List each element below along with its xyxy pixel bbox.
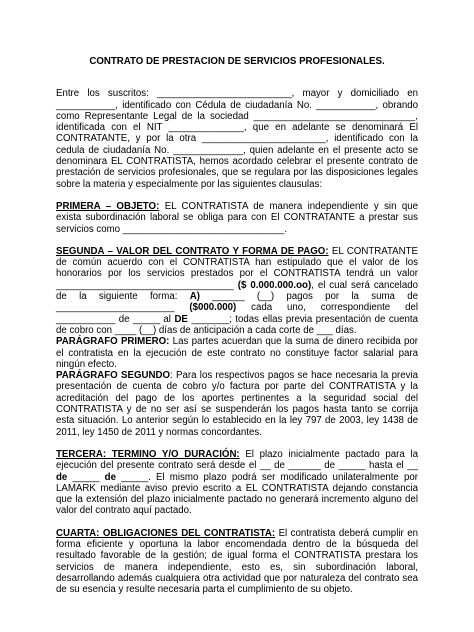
paragrafo-segundo-text: : Para los respectivos pagos se hace necesaria la previa presentación de cuenta de cobro y/o factura por parte del CONTRATISTA y la acreditación del pago de los aportes pertinentes a la seguridad social del CONTRATISTA y de no ser así se suspenderán los pagos hasta tanto se corrija esta situación. Lo anterior según lo establecido en la ley 797 de 2003, ley 1438 de 2011, ley 1450 de 2011 y normas concordantes. bbox=[56, 370, 418, 438]
clause-tercera-heading: TERCERA: TERMINO Y/O DURACIÓN: bbox=[56, 448, 240, 460]
clause-cuarta-heading: CUARTA: OBLIGACIONES DEL CONTRATISTA: bbox=[56, 527, 276, 539]
clause-tercera-text-c: _____. El mismo plazo podrá ser modificado unilateralmente por LAMARK mediante aviso previo escrito a EL CONTRATISTA dejando constancia que la extensión del plazo inicialmente pactado no generará incremento alguno del valor del contrato aquí pactado. bbox=[56, 471, 418, 517]
clause-segunda bbox=[56, 246, 418, 336]
clause-primera bbox=[56, 201, 418, 235]
de-label-1: de bbox=[56, 471, 68, 483]
clause-segunda-text-c: ______ (__) pagos por la suma de ______________________ bbox=[56, 291, 418, 314]
contract-amount: ($ 0.000.000.oo) bbox=[237, 279, 312, 291]
intro-paragraph: Entre los suscritos: _________________________, mayor y domiciliado en ___________, identificado con Cédula de ciudadanía No. ___________, obrando como Representante Legal de la sociedad ______________________________, identificada con el NIT ______________, que en adelante se denominará El CONTRATANTE, y por la otra _______________________, identificado con la cedula de ciudadanía No. _____________, quien adelante en el presente acto se denominara EL CONTRATISTA, hemos acordado celebrar el presente contrato de prestación de servicios profesionales, que se regulara por las disposiciones legales sobre la materia y especialmente por las siguientes clausulas: bbox=[56, 88, 418, 190]
paragrafo-segundo-heading: PARÁGRAFO SEGUNDO bbox=[56, 370, 171, 382]
clause-tercera bbox=[56, 449, 418, 517]
de-label-2: de bbox=[104, 471, 116, 483]
installment-amount: ($000.000) bbox=[189, 302, 237, 314]
paragrafo-primero-heading: PARÁGRAFO PRIMERO: bbox=[56, 336, 170, 348]
clause-segunda-text-d: cada uno, correspondiente del ___________ de _____ al bbox=[56, 302, 418, 325]
clause-tercera-text-b: _____ bbox=[67, 471, 105, 483]
clause-segunda-text-a: EL CONTRATANTE de común acuerdo con el CONTRATISTA han estipulado que el valor de los honorarios por los servicios prestados por el CONTRATISTA tendrá un valor _________________________________ bbox=[56, 245, 419, 291]
clause-tercera-text-a: El plazo inicialmente pactado para la ejecución del presente contrato será desde el __ de ______ de _____ hasta el __ bbox=[56, 448, 419, 472]
clause-primera-text: EL CONTRATISTA de manera independiente y sin que exista subordinación laboral se obliga para con El CONTRATANTE a prestar sus servicios como ______________________________. bbox=[56, 200, 418, 235]
paragrafo-primero bbox=[56, 336, 418, 370]
clause-primera-heading: PRIMERA – OBJETO: bbox=[56, 200, 160, 212]
document-title: CONTRATO DE PRESTACION DE SERVICIOS PROFESIONALES. bbox=[89, 56, 385, 67]
option-a-label: A) bbox=[189, 291, 200, 303]
paragrafo-segundo bbox=[56, 370, 418, 438]
clause-segunda-text-b: , el cual será cancelado de la siguiente forma: bbox=[56, 279, 418, 303]
clause-segunda-text-e: _______; todas ellas previa presentación de cuenta de cobro con ____ (__) días de anticipación a cada corte de ___ días. bbox=[56, 313, 418, 336]
clause-segunda-heading: SEGUNDA – VALOR DEL CONTRATO Y FORMA DE PAGO: bbox=[56, 245, 329, 257]
clause-cuarta-text: El contratista deberá cumplir en forma eficiente y oportuna la labor encomendada dentro de la búsqueda del resultado favorable de la gestión; de igual forma el CONTRATISTA prestara los servicios de manera independiente, esto es, sin subordinación laboral, desarrollando además cualquiera otra actividad que por naturaleza del contrato sea de su esencia y resulte necesaria parta el cumplimiento de su objeto. bbox=[56, 527, 418, 596]
clause-cuarta bbox=[56, 528, 418, 596]
de-label: DE bbox=[174, 313, 188, 325]
paragrafo-primero-text: Las partes acuerdan que la suma de dinero recibida por el contratista en la ejecución de este contrato no constituye factor salarial para ningún efecto. bbox=[56, 336, 418, 370]
